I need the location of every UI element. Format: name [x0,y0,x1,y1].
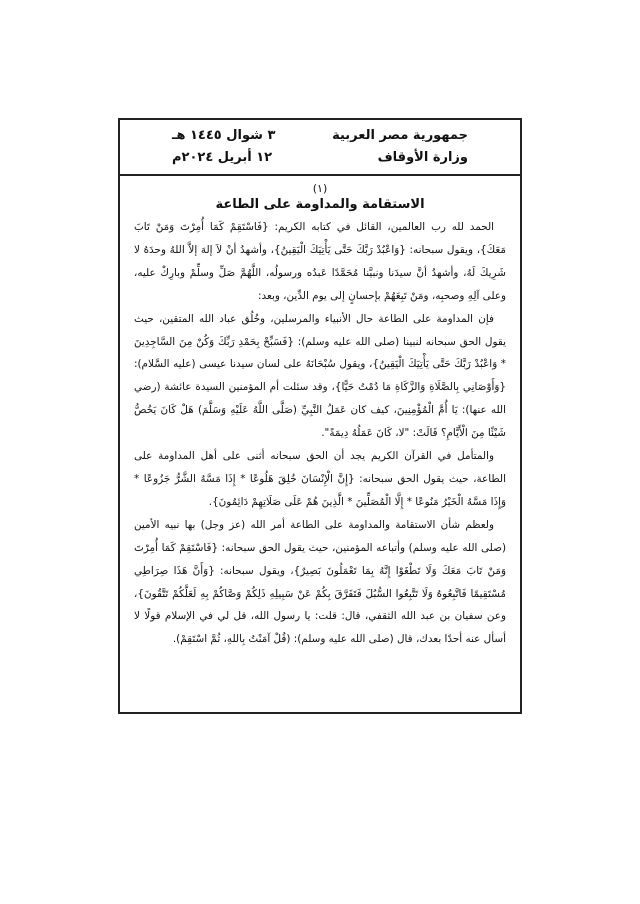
paragraph-3: والمتأمل في القرآن الكريم يجد أن الحق سبحانه أثنى على أهل المداومة على الطاعة، حيث يقول الحق سبحانه: {إِنَّ الْإِنْسَانَ خُلِقَ هَلُوعًا * إِذَا مَسَّهُ الشَّرُّ جَزُوعًا * وَإِذَا مَسَّهُ الْخَيْرُ مَنُوعًا * إِلَّا الْمُصَلِّينَ * الَّذِينَ هُمْ عَلَى صَلَاتِهِمْ دَائِمُونَ}. [134,450,506,508]
paragraph-1: الحمد لله رب العالمين، القائل في كتابه الكريم: {فَاسْتَقِمْ كَمَا أُمِرْتَ وَمَنْ تَابَ مَعَكَ}، ويقول سبحانه: {وَاعْبُدْ رَبَّكَ حَتَّى يَأْتِيَكَ الْيَقِينُ}، وأشهدُ أنْ لاَ إلهَ إلاَّ اللهُ وحدَهُ لا شَرِيكَ لَهُ، وأشهدُ أنَّ سيدَنا ونبيَّنا مُحَمَّدًا عَبدُه ورسولُه، اللَّهُمَّ صَلِّ وسلِّمْ وبارِكْ عليه، وعلى آلِهِ وصحبِه، ومَنْ تَبِعَهُمْ بإحسانٍ إلى يوم الدِّين، وبعد: [134,221,506,302]
article-title: الاستقامة والمداومة على الطاعة [215,197,425,212]
document-frame [118,118,522,714]
country-name: جمهورية مصر العربية [332,128,468,143]
paragraph-2: فإن المداومة على الطاعة حال الأنبياء والمرسلين، وخُلُق عباد الله المتقين، حيث يقول الحق سبحانه لنبينا (صلى الله عليه وسلم): {فَسَبِّحْ بِحَمْدِ رَبِّكَ وَكُنْ مِنَ السَّاجِدِينَ * وَاعْبُدْ رَبَّكَ حَتَّى يَأْتِيَكَ الْيَقِينُ}، ويقول سُبْحَانَهُ على لسان سيدنا عيسى (عليه السَّلام): {وَأَوْصَانِي بِالصَّلَاةِ وَالزَّكَاةِ مَا دُمْتُ حَيًّا}، وقد سئلت أم المؤمنين السيدة عائشة (رضي الله عنها): يَا أُمَّ الْمُؤْمِنِينَ، كيف كان عَمَلُ النَّبِيِّ (صَلَّى اللَّهُ عَلَيْهِ وَسَلَّمَ) هَلْ كَانَ يَخُصُّ شَيْئًا مِنَ الْأَيَّامِ؟ قَالَتْ: "لا، كَانَ عَمَلُهُ دِيمَةً". [134,312,506,440]
document-header [120,120,520,176]
ministry-name: وزارة الأوقاف [377,150,468,165]
article-number: (١) [312,182,328,195]
paragraph-4: ولعظم شأن الاستقامة والمداومة على الطاعة أمر الله (عز وجل) بها نبيه الأمين (صلى الله عليه وسلم) وأتباعه المؤمنين، حيث يقول الحق سبحانه: {فَاسْتَقِمْ كَمَا أُمِرْتَ وَمَنْ تَابَ مَعَكَ وَلَا تَطْغَوْا إِنَّهُ بِمَا تَعْمَلُونَ بَصِيرٌ}، ويقول سبحانه: {وَأَنَّ هَذَا صِرَاطِي مُسْتَقِيمًا فَاتَّبِعُوهُ وَلَا تَتَّبِعُوا السُّبُلَ فَتَفَرَّقَ بِكُمْ عَنْ سَبِيلِهِ ذَلِكُمْ وَصَّاكُمْ بِهِ لَعَلَّكُمْ تَتَّقُونَ}، وعن سفيان بن عبد الله الثقفي، قال: قلت: يا رسول الله، قل لي في الإسلام قولًا لا أسأل عنه أحدًا بعدك، قال (صلى الله عليه وسلم): (قُلْ آمَنْتُ بِاللهِ، ثُمَّ اسْتَقِمْ). [134,518,506,646]
article-body [134,182,506,704]
gregorian-date: ١٢ أبريل ٢٠٢٤م [172,150,273,165]
hijri-date: ٣ شوال ١٤٤٥ هـ [172,128,276,143]
